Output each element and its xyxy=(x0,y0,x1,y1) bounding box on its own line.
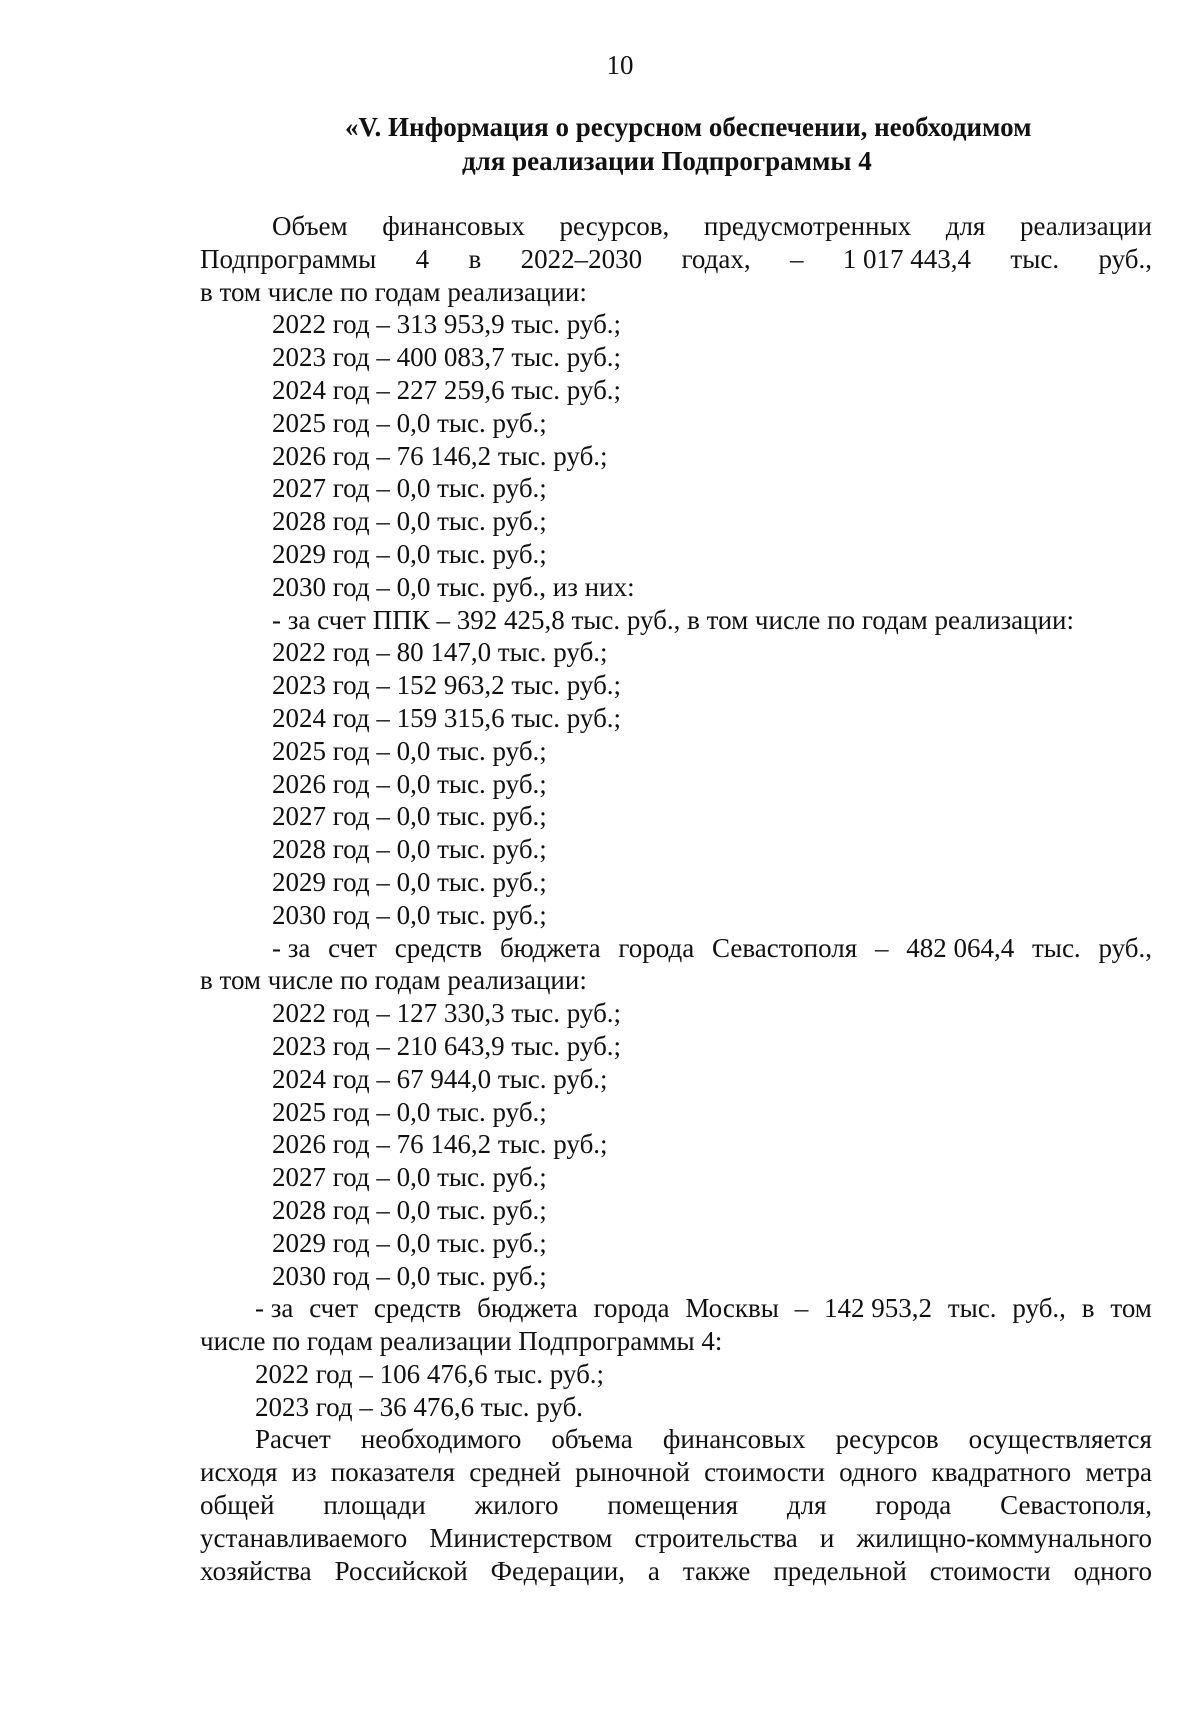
ppk-year-item: 2027 год – 0,0 тыс. руб.; xyxy=(272,801,547,832)
total-year-item: 2023 год – 400 083,7 тыс. руб.; xyxy=(272,342,622,373)
word: Министерством xyxy=(429,1522,613,1553)
word: объема xyxy=(551,1424,633,1455)
word: Севастополя, xyxy=(1000,1490,1152,1521)
word: необходимого xyxy=(360,1424,522,1455)
moscow-year-item: 2023 год – 36 476,6 тыс. руб. xyxy=(255,1391,584,1422)
ppk-year-item: 2025 год – 0,0 тыс. руб.; xyxy=(272,735,547,766)
sevastopol-year-item: 2024 год – 67 944,0 тыс. руб.; xyxy=(272,1063,608,1094)
word: стоимости xyxy=(929,1555,1051,1586)
ppk-year-item: 2028 год – 0,0 тыс. руб.; xyxy=(272,834,547,865)
word: реализации xyxy=(1019,211,1152,241)
word: тыс. xyxy=(1032,932,1081,963)
word: – xyxy=(794,1293,809,1324)
sevastopol-year-item: 2026 год – 76 146,2 тыс. руб.; xyxy=(272,1129,608,1160)
word: помещения xyxy=(607,1490,739,1521)
word: исходя xyxy=(200,1457,278,1488)
calc-line-1 xyxy=(200,1423,1152,1456)
total-years-list xyxy=(200,308,1152,603)
word: устанавливаемого xyxy=(200,1522,408,1553)
moscow-years-list xyxy=(200,1358,1152,1424)
total-year-item: 2028 год – 0,0 тыс. руб.; xyxy=(272,506,547,537)
word: одного xyxy=(1073,1555,1152,1586)
total-year-item: 2024 год – 227 259,6 тыс. руб.; xyxy=(272,374,622,405)
word: из xyxy=(291,1457,317,1488)
sevastopol-years-list xyxy=(200,997,1152,1292)
word: тыс. xyxy=(947,1293,997,1324)
word: – xyxy=(874,932,889,963)
ppk-year-item: 2026 год – 0,0 тыс. руб.; xyxy=(272,768,547,799)
ppk-heading: - за счет ППК – 392 425,8 тыс. руб., в том числе по годам реализации: xyxy=(272,604,1074,635)
word: финансовых xyxy=(382,211,525,241)
word: бюджета xyxy=(477,1293,578,1324)
word: Подпрограммы xyxy=(200,243,377,274)
word: города xyxy=(593,1293,670,1324)
intro-line-3: в том числе по годам реализации: xyxy=(200,276,587,307)
word: Москвы xyxy=(685,1293,779,1324)
moscow-year-item: 2022 год – 106 476,6 тыс. руб.; xyxy=(255,1358,605,1389)
word: показателя xyxy=(330,1457,456,1488)
word: - за xyxy=(255,1293,294,1324)
word: города xyxy=(618,932,695,963)
word: и xyxy=(819,1522,835,1553)
calc-line-3 xyxy=(200,1489,1152,1522)
word: метра xyxy=(1085,1457,1152,1488)
word: Объем xyxy=(272,211,348,241)
word: жилого xyxy=(474,1490,559,1521)
sevastopol-year-item: 2029 год – 0,0 тыс. руб.; xyxy=(272,1227,547,1258)
word: ресурсов xyxy=(835,1424,939,1455)
total-year-item: 2027 год – 0,0 тыс. руб.; xyxy=(272,473,547,504)
sevastopol-year-item: 2022 год – 127 330,3 тыс. руб.; xyxy=(272,998,622,1029)
word: руб., xyxy=(1012,1293,1066,1324)
word: площади xyxy=(323,1490,426,1521)
word: средней xyxy=(469,1457,561,1488)
total-year-item: 2029 год – 0,0 тыс. руб.; xyxy=(272,538,547,569)
intro-line-1 xyxy=(200,210,1152,243)
sevastopol-year-item: 2025 год – 0,0 тыс. руб.; xyxy=(272,1096,547,1127)
word: для xyxy=(786,1490,827,1521)
document-body xyxy=(200,210,1152,1587)
word: средств xyxy=(373,1293,462,1324)
word: руб., xyxy=(1098,932,1152,963)
word: 142 953,2 xyxy=(824,1293,933,1324)
word: счет xyxy=(309,1293,359,1324)
section-title-line-2: для реализации Подпрограммы 4 xyxy=(462,146,872,176)
word: Российской xyxy=(334,1555,468,1586)
calc-line-5 xyxy=(200,1555,1152,1588)
word: строительства xyxy=(634,1522,798,1553)
intro-line-2 xyxy=(200,243,1152,276)
word: финансовых xyxy=(662,1424,806,1455)
calc-line-4 xyxy=(200,1522,1152,1555)
word: годах, xyxy=(681,243,751,274)
word: 2022–2030 xyxy=(520,243,643,274)
word: осуществляется xyxy=(968,1424,1152,1455)
ppk-year-item: 2030 год – 0,0 тыс. руб.; xyxy=(272,899,547,930)
word: - за xyxy=(272,932,311,963)
word: одного xyxy=(839,1457,918,1488)
page-number: 10 xyxy=(606,50,634,80)
word: средств xyxy=(394,932,483,963)
word: Федерации, xyxy=(490,1555,625,1586)
total-year-item: 2026 год – 76 146,2 тыс. руб.; xyxy=(272,440,608,471)
total-year-item: 2022 год – 313 953,9 тыс. руб.; xyxy=(272,309,622,340)
ppk-year-item: 2023 год – 152 963,2 тыс. руб.; xyxy=(272,670,622,701)
total-year-item: 2030 год – 0,0 тыс. руб., из них: xyxy=(272,571,635,602)
word: 482 064,4 xyxy=(906,932,1015,963)
word: также xyxy=(682,1555,751,1586)
word: квадратного xyxy=(931,1457,1072,1488)
word: – xyxy=(789,243,804,274)
word: том xyxy=(1110,1293,1152,1324)
moscow-heading-line-2: числе по годам реализации Подпрограммы 4: xyxy=(200,1326,723,1357)
word: для xyxy=(945,211,986,241)
section-title-line-1: «V. Информация о ресурсном обеспечении, необходимом xyxy=(345,112,1032,142)
sevastopol-year-item: 2027 год – 0,0 тыс. руб.; xyxy=(272,1162,547,1193)
word: Севастополя xyxy=(712,932,858,963)
word: в xyxy=(468,243,482,274)
word: хозяйства xyxy=(200,1555,312,1586)
sevastopol-year-item: 2028 год – 0,0 тыс. руб.; xyxy=(272,1194,547,1225)
ppk-year-item: 2029 год – 0,0 тыс. руб.; xyxy=(272,866,547,897)
ppk-years-list xyxy=(200,636,1152,931)
word: предусмотренных xyxy=(703,211,912,241)
ppk-year-item: 2024 год – 159 315,6 тыс. руб.; xyxy=(272,702,622,733)
word: а xyxy=(647,1555,660,1586)
sevastopol-year-item: 2023 год – 210 643,9 тыс. руб.; xyxy=(272,1030,622,1061)
word: стоимости xyxy=(704,1457,825,1488)
word: руб., xyxy=(1098,243,1152,274)
total-year-item: 2025 год – 0,0 тыс. руб.; xyxy=(272,407,547,438)
word: 4 xyxy=(415,243,430,274)
moscow-heading-line-1 xyxy=(200,1292,1152,1325)
word: предельной xyxy=(773,1555,907,1586)
ppk-year-item: 2022 год – 80 147,0 тыс. руб.; xyxy=(272,637,608,668)
word: тыс. xyxy=(1010,243,1060,274)
word: рыночной xyxy=(575,1457,690,1488)
word: в xyxy=(1081,1293,1095,1324)
word: общей xyxy=(200,1490,275,1521)
sevastopol-year-item: 2030 год – 0,0 тыс. руб.; xyxy=(272,1260,547,1291)
calc-line-2 xyxy=(200,1456,1152,1489)
word: жилищно-коммунального xyxy=(856,1522,1152,1553)
word: 1 017 443,4 xyxy=(842,243,972,274)
word: бюджета xyxy=(499,932,601,963)
word: счет xyxy=(328,932,377,963)
sevastopol-heading-line-2: в том числе по годам реализации: xyxy=(200,965,587,996)
word: города xyxy=(875,1490,952,1521)
sevastopol-heading-line-1 xyxy=(200,932,1152,965)
word: ресурсов, xyxy=(559,211,670,241)
word: Расчет xyxy=(255,1424,331,1455)
